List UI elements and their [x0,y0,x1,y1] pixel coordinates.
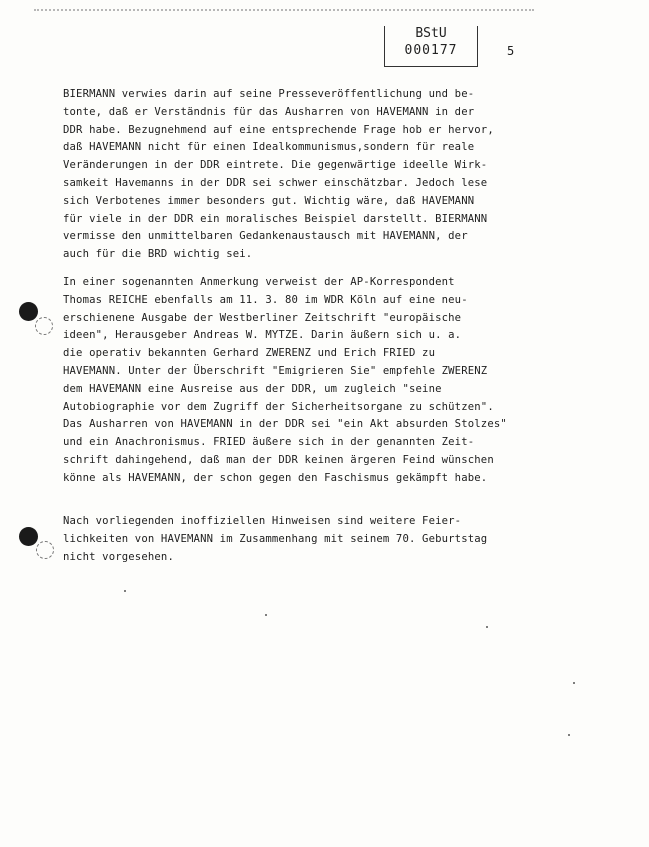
archive-stamp [384,26,478,67]
scan-speck [486,626,488,628]
scan-speck [265,614,267,616]
scan-edge-noise [34,9,534,11]
page-number: 5 [507,44,515,58]
paragraph-reiche: In einer sogenannten Anmerkung verweist der AP-Korrespondent Thomas REICHE ebenfalls am 11. 3. 80 im WDR Köln auf eine neu- erschienene Ausgabe der Westberliner Zeitschrift "europäische ideen", Herausgeber Andreas W. MYTZE. Darin äußern sich u. a. die operativ bekannten Gerhard ZWERENZ und Erich FRIED zu HAVEMANN. Unter der Überschrift "Emigrieren Sie" empfehle ZWERENZ dem HAVEMANN eine Ausreise aus der DDR, um zugleich "seine Autobiographie vor dem Zugriff der Sicherheitsorgane zu schützen". Das Ausharren von HAVEMANN in der DDR sei "ein Akt absurden Stolzes" und ein Anachronismus. FRIED äußere sich in der genannten Zeit- schrift dahingehend, daß man der DDR keinen ärgeren Feind wünschen könne als HAVEMANN, der schon gegen den Faschismus gekämpft habe. [63,276,507,484]
punch-hole-top [19,302,38,321]
scan-speck [568,734,570,736]
scan-speck [573,682,575,684]
punch-smudge-top [35,317,53,335]
punch-hole-bottom [19,527,38,546]
stamp-number: 000177 [404,43,458,58]
stamp-agency: BStU [415,26,447,41]
paragraph-biermann: BIERMANN verwies darin auf seine Presseveröffentlichung und be- tonte, daß er Verständnis für das Ausharren von HAVEMANN in der DDR habe. Bezugnehmend auf eine entsprechende Frage hob er hervor, daß HAVEMANN nicht für einen Idealkommunismus,sondern für reale Veränderungen in der DDR eintrete. Die gegenwärtige ideelle Wirk- samkeit Havemanns in der DDR sei schwer einschätzbar. Jedoch lese sich Verbotenes immer besonders gut. Wichtig wäre, daß HAVEMANN für viele in der DDR ein moralisches Beispiel darstellt. BIERMANN vermisse den unmittelbaren Gedankenaustausch mit HAVEMANN, der auch für die BRD wichtig sei. [63,88,494,261]
paragraph-birthday: Nach vorliegenden inoffiziellen Hinweisen sind weitere Feier- lichkeiten von HAVEMANN im Zusammenhang mit seinem 70. Geburtstag nicht vorgesehen. [63,515,488,563]
scan-speck [124,590,126,592]
punch-smudge-bottom [36,541,54,559]
